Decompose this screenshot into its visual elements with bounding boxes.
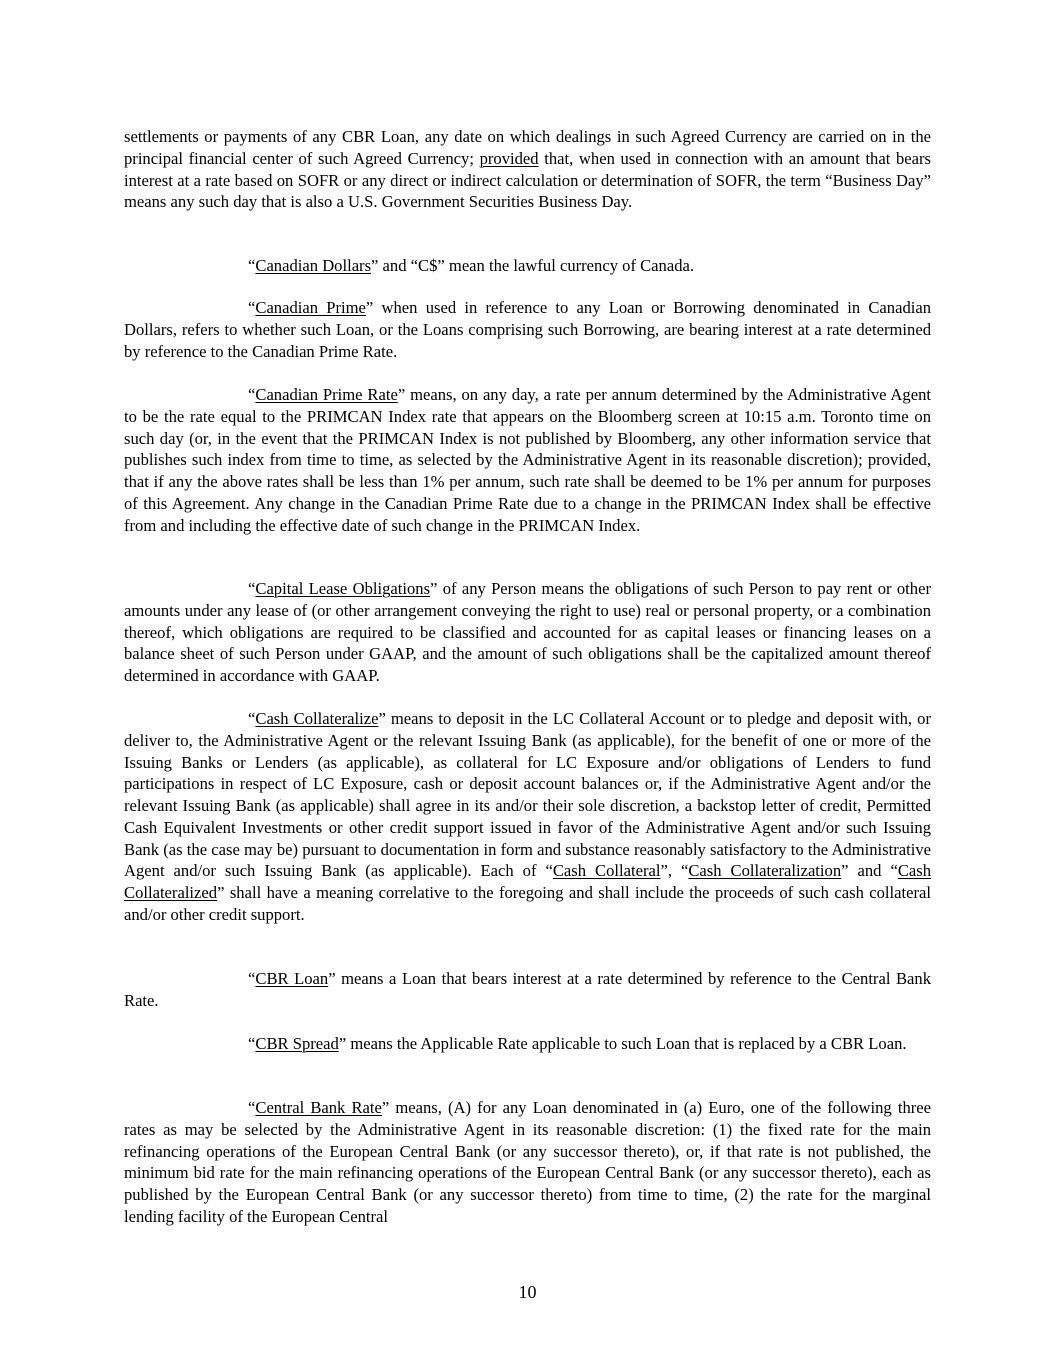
definition-canadian-prime (124, 297, 931, 362)
text-run: “ (248, 298, 256, 317)
text-run: ” and “ (841, 861, 898, 881)
text-run: ” means a Loan that bears interest at a rate determined by reference to the Central Bank Rate. (124, 969, 931, 1010)
text-run: ” when used in reference to any Loan or Borrowing denominated in Canadian Dollars, refers to whether such Loan, or the Loans comprising such Borrowing, are bearing interest at a rate determined by reference to the Canadian Prime Rate. (124, 298, 932, 361)
text-run: ” shall have a meaning correlative to the foregoing and shall include the proceeds of such cash collateral and/or other credit support. (124, 883, 931, 924)
definition-canadian-prime-rate (124, 384, 931, 536)
text-run: that, when used in connection with an amount that bears interest at a rate based on SOFR or any direct or indirect calculation or determination of SOFR, the term “Business Day” means any such day that is also a U.S. Government Securities Business Day. (124, 148, 931, 212)
text-run: ” means, (A) for any Loan denominated in (a) Euro, one of the following three rates as may be selected by the Administrative Agent in its reasonable discretion: (1) the fixed rate for the main refinancing operations of the European Central Bank (or any successor thereto), or, if that rate is not published, the minimum bid rate for the main refinancing operations of the European Central Bank (or any successor thereto), each as published by the European Central Bank (or any successor thereto) from time to time, (2) the rate for the marginal lending facility of the European Central (124, 1098, 931, 1226)
page-number: 10 (518, 1282, 537, 1302)
text-run: “ (248, 579, 256, 598)
defined-term: Canadian Prime Rate (255, 385, 398, 404)
definition-cash-collateralize (124, 708, 931, 926)
defined-term: CBR Spread (255, 1034, 339, 1053)
paragraph-business-day-continuation (124, 126, 931, 213)
text-run: ” means the Applicable Rate applicable to such Loan that is replaced by a CBR Loan. (338, 1034, 907, 1053)
defined-term: Cash Collateralization (688, 861, 842, 881)
text-run: “ (248, 256, 256, 275)
text-run: ” and “C$” mean the lawful currency of Canada. (371, 256, 695, 275)
defined-term: Canadian Dollars (255, 256, 372, 275)
defined-term: Cash Collateral (552, 861, 661, 881)
underlined-term: provided (479, 148, 539, 168)
defined-term: Cash Collateralized (124, 861, 931, 902)
text-run: “ (248, 385, 256, 404)
text-run: ” of any Person means the obligations of such Person to pay rent or other amounts under any lease of (or other arrangement conveying the right to use) real or personal property, or a combination thereof, which obligations are required to be classified and accounted for as capital leases or financing leases on a balance sheet of such Person under GAAP, and the amount of such obligations shall be the capitalized amount thereof determined in accordance with GAAP. (124, 579, 931, 685)
text-run: “ (248, 1098, 256, 1117)
text-run: “ (248, 709, 256, 728)
definition-capital-lease-obligations (124, 578, 931, 687)
text-run: “ (248, 969, 256, 988)
defined-term: Canadian Prime (255, 298, 366, 317)
text-run: ”, “ (660, 861, 689, 881)
definition-canadian-dollars (124, 255, 931, 277)
text-run: “ (248, 1034, 256, 1053)
text-run: settlements or payments of any CBR Loan, any date on which dealings in such Agreed Currency are carried on in the principal financial center of such Agreed Currency; (124, 127, 931, 168)
defined-term: Central Bank Rate (255, 1098, 382, 1117)
defined-term: Cash Collateralize (255, 709, 379, 728)
defined-term: Capital Lease Obligations (255, 579, 431, 598)
text-run: ” means to deposit in the LC Collateral Account or to pledge and deposit with, or deliver to, the Administrative Agent or the relevant Issuing Bank (as applicable), for the benefit of one or more of the Issuing Banks or Lenders (as applicable), as collateral for LC Exposure and/or obligations of Lenders to fund participations in respect of LC Exposure, cash or deposit account balances or, if the Administrative Agent and/or the relevant Issuing Bank (as applicable) shall agree in its and/or their sole discretion, a backstop letter of credit, Permitted Cash Equivalent Investments or other credit support issued in favor of the Administrative Agent and/or such Issuing Bank (as the case may be) pursuant to documentation in form and substance reasonably satisfactory to the Administrative Agent and/or such Issuing Bank (as applicable). Each of “ (124, 709, 931, 881)
definition-cbr-loan (124, 968, 931, 1012)
definition-central-bank-rate (124, 1097, 931, 1228)
definition-cbr-spread (124, 1033, 931, 1055)
defined-term: CBR Loan (255, 969, 329, 988)
text-run: ” means, on any day, a rate per annum determined by the Administrative Agent to be the rate equal to the PRIMCAN Index rate that appears on the Bloomberg screen at 10:15 a.m. Toronto time on such day (or, in the event that the PRIMCAN Index is not published by Bloomberg, any other information service that publishes such index from time to time, as selected by the Administrative Agent in its reasonable discretion); provided, that if any the above rates shall be less than 1% per annum, such rate shall be deemed to be 1% per annum for purposes of this Agreement. Any change in the Canadian Prime Rate due to a change in the PRIMCAN Index shall be effective from and including the effective date of such change in the PRIMCAN Index. (124, 385, 931, 535)
